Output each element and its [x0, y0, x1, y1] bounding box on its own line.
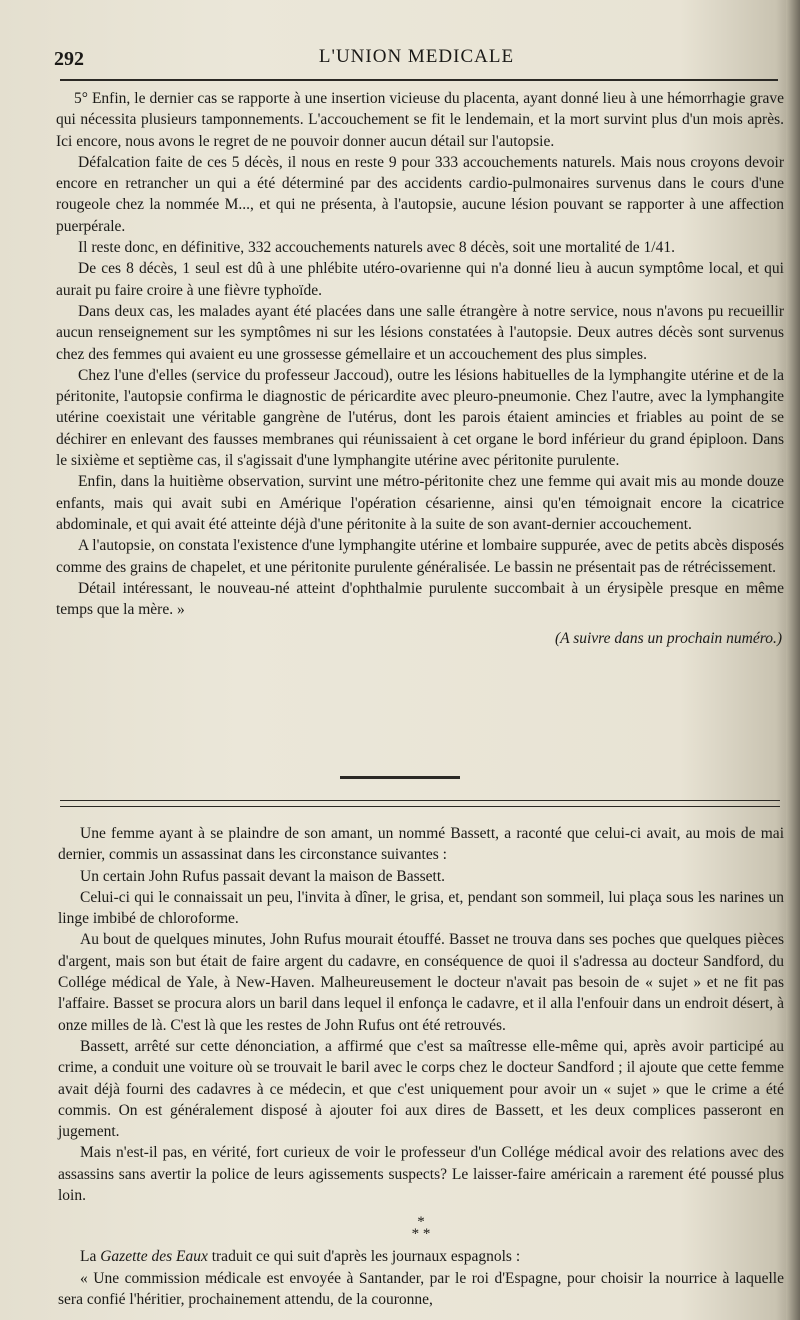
- intro-prefix: La: [80, 1248, 101, 1266]
- paragraph: Une femme ayant à se plaindre de son amant, un nommé Bassett, a raconté que celui-ci avait, au mois de mai dernier, commis un assassinat dans les circonstance suivantes :: [58, 825, 784, 864]
- article-news-items: [58, 823, 784, 1310]
- paragraph: Enfin, dans la huitième observation, survint une métro-péritonite chez une femme qui avait mis au monde douze enfants, mais qui avait subi en Amérique l'opération césarienne, ainsi qu'en témoignait encore la cicatrice abdominale, et qui avait été atteinte déjà d'une péritonite à la suite de son avant-dernier accouchement.: [56, 473, 784, 533]
- continued-note: (A suivre dans un prochain numéro.): [554, 630, 782, 648]
- paragraph: Mais n'est-il pas, en vérité, fort curieux de voir le professeur d'un Collége médical avoir des relations avec des assassins sans avertir la police de leurs agissements suspects? Le laisser-faire américain a rarement été poussé plus loin.: [58, 1144, 784, 1205]
- paragraph: Détail intéressant, le nouveau-né atteint d'ophthalmie purulente succombait à un érysipèle presque en même temps que la mère. »: [56, 579, 784, 619]
- article-obstetric-report: [56, 88, 784, 648]
- paragraph: 5° Enfin, le dernier cas se rapporte à une insertion vicieuse du placenta, ayant donné lieu à une hémorrhagie grave qui nécessita plusieurs tamponnements. L'accouchement se fit le lendemain, et la mort survint plus d'un mois après. Ici encore, nous avons le regret de ne pouvoir donner aucun détail sur l'autopsie.: [56, 90, 784, 150]
- paragraph: Chez l'une d'elles (service du professeur Jaccoud), outre les lésions habituelles de la lymphangite utérine et de la péritonite, l'autopsie confirma le diagnostic de péricardite avec pleuro-pneumonie. Chez l'autre, avec la lymphangite utérine coexistait une véritable gangrène de l'utérus, dont les parois étaient amincies et friables au point de se déchirer en enlevant des fausses membranes qui réunissaient à cet organe le bord inférieur du grand épiploon. Dans le sixième et septième cas, il s'agissait d'une lymphangite utérine avec péritonite purulente.: [56, 366, 784, 470]
- page-edge-shadow: [786, 0, 800, 1320]
- page-header: [54, 44, 779, 74]
- page-number: 292: [54, 48, 84, 70]
- paragraph: A l'autopsie, on constata l'existence d'une lymphangite utérine et lombaire suppurée, avec de petits abcès disposés comme des grains de chapelet, et une péritonite purulente généralisée. Le bassin ne présentait pas de rétrécissement.: [56, 537, 784, 576]
- paragraph: Au bout de quelques minutes, John Rufus mourait étouffé. Basset ne trouva dans ses poches que quelques pièces d'argent, mais son but était de faire argent du cadavre, en conséquence de quoi il s'adressa au docteur Sandford, du Collége médical de Yale, à New-Haven. Malheureusement le docteur n'avait pas besoin de « sujet » et ne fit pas l'affaire. Basset se procura alors un baril dans lequel il enfonça le cadavre, et il alla l'enfouir dans un endroit désert, à onze milles de là. C'est là que les restes de John Rufus ont été retrouvés.: [58, 931, 784, 1034]
- paragraph: Dans deux cas, les malades ayant été placées dans une salle étrangère à notre service, nous n'avons pu recueillir aucun renseignement sur les symptômes ni sur les lésions constatées à l'autopsie. Deux autres décès sont survenus chez des femmes qui avaient eu une grossesse gémellaire et un accouchement des plus simples.: [56, 302, 784, 363]
- paragraph: [58, 1246, 784, 1267]
- section-separator-short: [340, 776, 460, 779]
- publication-title: Gazette des Eaux: [100, 1248, 208, 1266]
- asterism: * * *: [411, 1214, 431, 1243]
- running-title: L'UNION MEDICALE: [318, 46, 515, 67]
- paragraph: « Une commission médicale est envoyée à Santander, par le roi d'Espagne, pour choisir la nourrice à laquelle sera confié l'héritier, prochainement attendu, de la couronne,: [58, 1269, 784, 1308]
- paragraph: De ces 8 décès, 1 seul est dû à une phlébite utéro-ovarienne qui n'a donné lieu à aucun symptôme local, et qui aurait pu faire croire à une fièvre typhoïde.: [56, 260, 784, 299]
- section-separator-double: [60, 800, 780, 807]
- paragraph: Un certain John Rufus passait devant la maison de Bassett.: [80, 867, 446, 885]
- paragraph: Bassett, arrêté sur cette dénonciation, a affirmé que c'est sa maîtresse elle-même qui, après avoir participé au crime, a conduit une voiture où se trouvait le baril avec le corps chez le docteur Sandford ; il ajoute que cette femme avait déjà fourni des cadavres à ce médecin, et que c'est uniquement pour avoir un « sujet » que le crime a été commis. On est généralement disposé à ajouter foi aux dires de Bassett, et les deux complices passeront en jugement.: [58, 1037, 784, 1141]
- paragraph: Défalcation faite de ces 5 décès, il nous en reste 9 pour 333 accouchements naturels. Mais nous croyons devoir encore en retrancher un qui a été déterminé par des accidents cardio-pulmonaires survenus dans le cours d'une rougeole chez la nommée M..., et qui ne présenta, à l'autopsie, aucune lésion pouvant se rapporter à une affection puerpérale.: [56, 153, 784, 235]
- header-rule: [60, 79, 778, 81]
- intro-suffix: traduit ce qui suit d'après les journaux espagnols :: [207, 1248, 521, 1266]
- paragraph: Il reste donc, en définitive, 332 accouchements naturels avec 8 décès, soit une mortalité de 1/41.: [78, 239, 675, 257]
- paragraph: Celui-ci qui le connaissait un peu, l'invita à dîner, le grisa, et, pendant son sommeil, lui plaça sous les narines un linge imbibé de chloroforme.: [58, 888, 784, 928]
